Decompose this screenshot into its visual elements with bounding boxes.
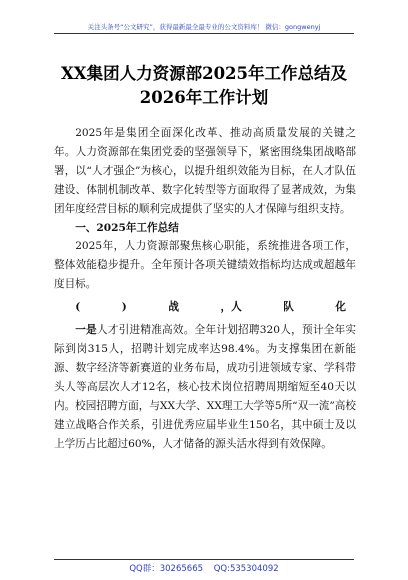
footer-qq-group: QQ群：30265665	[129, 564, 204, 574]
subsection-heading-part-4: ，人	[220, 301, 242, 314]
subsection-heading-part-3: 战	[168, 301, 179, 314]
title-line-2: 2026年工作计划	[139, 88, 269, 107]
subsection-heading-part-5: 队	[283, 301, 294, 314]
section-heading-summary: 一、2025年工作总结	[75, 221, 179, 234]
intro-paragraph: 2025年是集团全面深化改革、推动高质量发展的关键之年。人力资源部在集团党委的坚强领导下，紧密围绕集团战略部署，以“人才强企”为核心，以提升组织效能为目标，在人才队伍建设、体制机制改革、数字化转型等方面取得了显著成效，为集团年度经营目标的顺利完成提供了坚实的人才保障与组织支持。	[54, 127, 356, 215]
header-promo-text: 关注头条号“公文研究”，获得最新最全最专业的公文资料库！ 微信：gongwenyj	[87, 23, 321, 31]
header-divider	[54, 33, 354, 34]
subsection-heading	[75, 298, 346, 317]
subsection-heading-part-6: 化	[335, 301, 346, 314]
recruitment-lead: 一是	[75, 324, 97, 337]
recruitment-paragraph	[54, 321, 356, 453]
page-footer	[0, 562, 408, 574]
footer-qq: QQ:535304092	[213, 564, 279, 574]
subsection-heading-part-1: (	[75, 301, 81, 314]
document-title	[40, 62, 368, 110]
recruitment-text: 人才引进精准高效。全年计划招聘320人，预计全年实际到岗315人，招聘计划完成率达98.4%。为支撑集团在新能源、数字经济等新赛道的业务布局，成功引进领域专家、学科带头人等高层次人才12名，核心技术岗位招聘周期缩短至40天以内。校园招聘方面，与XX大学、XX理工大学等5所“双一流”高校建立战略合作关系，引进优秀应届毕业生150名，其中硕士及以上学历占比超过60%，人才储备的源头活水得到有效保障。	[54, 324, 357, 450]
page-header	[0, 0, 408, 36]
footer-divider	[54, 559, 354, 560]
summary-paragraph: 2025年，人力资源部聚焦核心职能，系统推进各项工作，整体效能稳步提升。全年预计各项关键绩效指标均达成或超越年度目标。	[54, 240, 356, 291]
subsection-heading-part-2: )	[121, 301, 127, 314]
document-body	[54, 124, 356, 453]
title-line-1: XX集团人力资源部2025年工作总结及	[60, 64, 348, 83]
